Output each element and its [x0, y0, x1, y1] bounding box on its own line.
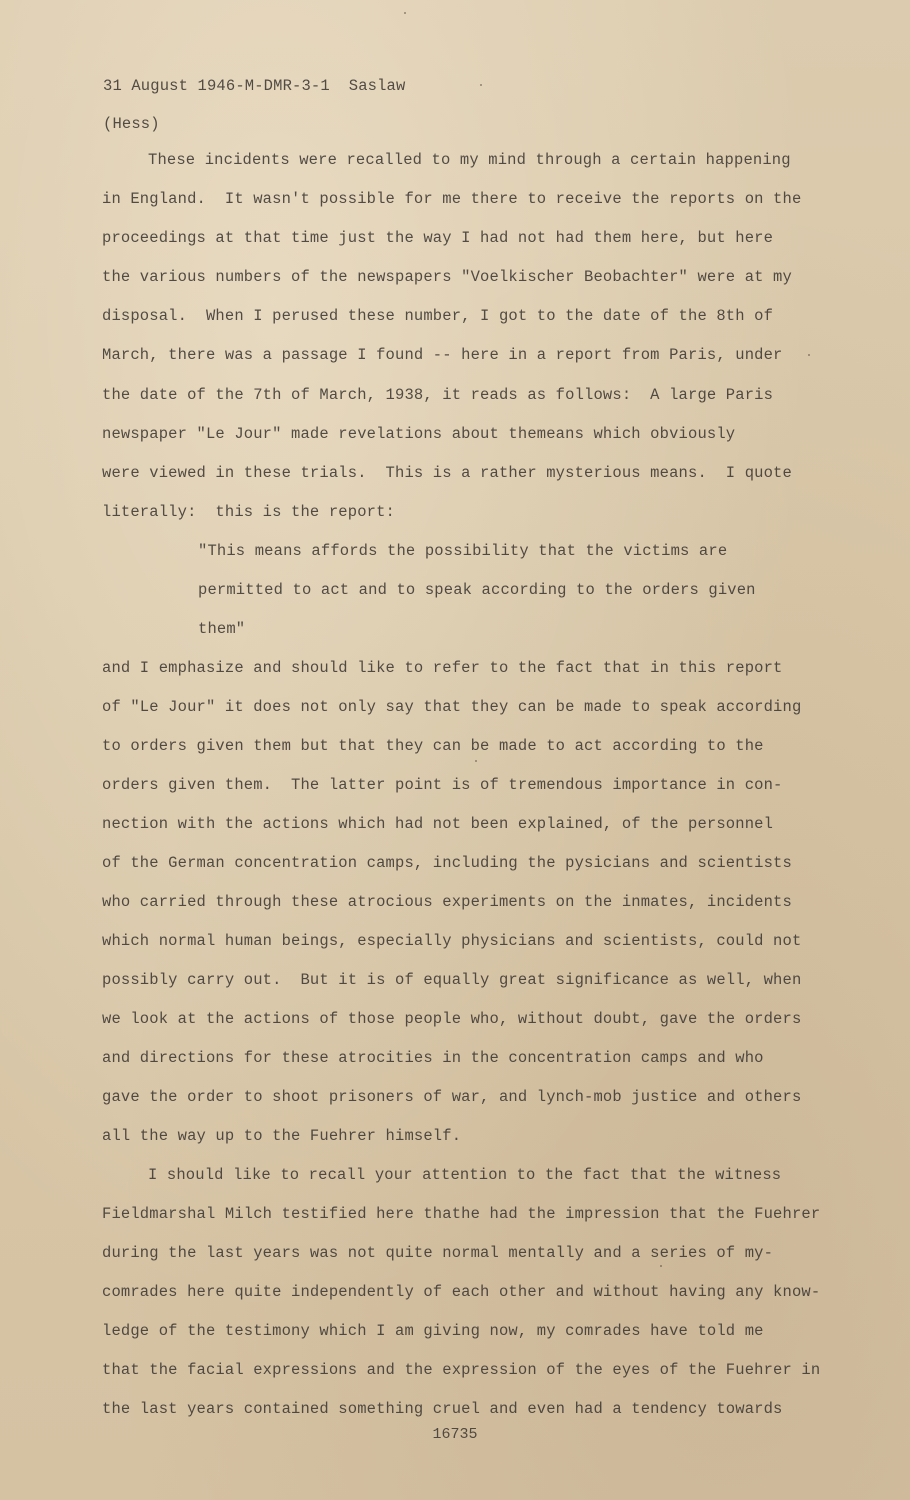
header-date-line: 31 August 1946-M-DMR-3-1 Saslaw — [103, 77, 406, 95]
paragraph-line: the date of the 7th of March, 1938, it reads as follows: A large Paris — [102, 386, 774, 404]
paper-speck — [404, 12, 406, 14]
paragraph-line: possibly carry out. But it is of equally great significance as well, when — [102, 971, 802, 989]
paragraph-line: orders given them. The latter point is of tremendous importance in con- — [102, 776, 783, 794]
paper-speck — [808, 354, 810, 356]
quote-line: them" — [198, 620, 246, 638]
paragraph-line: and directions for these atrocities in the concentration camps and who — [102, 1049, 764, 1067]
paragraph-line: ledge of the testimony which I am giving now, my comrades have told me — [102, 1322, 764, 1340]
paragraph-line: newspaper "Le Jour" made revelations about themeans which obviously — [102, 425, 736, 443]
quote-line: "This means affords the possibility that the victims are — [198, 542, 728, 560]
paragraph-line: the last years contained something cruel and even had a tendency towards — [102, 1400, 783, 1418]
paragraph-line: we look at the actions of those people who, without doubt, gave the orders — [102, 1010, 802, 1028]
paragraph-line: the various numbers of the newspapers "Voelkischer Beobachter" were at my — [102, 268, 792, 286]
paragraph-line: nection with the actions which had not been explained, of the personnel — [102, 815, 774, 833]
paper-speck — [480, 84, 482, 86]
paragraph-line: which normal human beings, especially physicians and scientists, could not — [102, 932, 802, 950]
paragraph-line: all the way up to the Fuehrer himself. — [102, 1127, 462, 1145]
paragraph-line: disposal. When I perused these number, I got to the date of the 8th of — [102, 307, 774, 325]
paragraph-line: comrades here quite independently of each other and without having any know- — [102, 1283, 821, 1301]
header-speaker: (Hess) — [103, 115, 160, 133]
paragraph-line: of the German concentration camps, including the pysicians and scientists — [102, 854, 792, 872]
paragraph-line: and I emphasize and should like to refer to the fact that in this report — [102, 659, 783, 677]
paragraph-line: These incidents were recalled to my mind through a certain happening — [148, 151, 791, 169]
paragraph-line: literally: this is the report: — [102, 503, 395, 521]
paper-speck — [475, 760, 477, 762]
quote-line: permitted to act and to speak according to the orders given — [198, 581, 756, 599]
page-number: 16735 — [432, 1426, 478, 1443]
paragraph-line: proceedings at that time just the way I had not had them here, but here — [102, 229, 774, 247]
paragraph-line: Fieldmarshal Milch testified here thathe had the impression that the Fuehrer — [102, 1205, 821, 1223]
paragraph-line: during the last years was not quite normal mentally and a series of my- — [102, 1244, 774, 1262]
paragraph-line: gave the order to shoot prisoners of war, and lynch-mob justice and others — [102, 1088, 802, 1106]
paragraph-line: were viewed in these trials. This is a rather mysterious means. I quote — [102, 464, 792, 482]
paragraph-line: of "Le Jour" it does not only say that they can be made to speak according — [102, 698, 802, 716]
paragraph-line: March, there was a passage I found -- here in a report from Paris, under — [102, 346, 783, 364]
paragraph-line: that the facial expressions and the expression of the eyes of the Fuehrer in — [102, 1361, 821, 1379]
paragraph-line: to orders given them but that they can be made to act according to the — [102, 737, 764, 755]
paragraph-line: in England. It wasn't possible for me there to receive the reports on the — [102, 190, 802, 208]
paragraph-line: who carried through these atrocious experiments on the inmates, incidents — [102, 893, 792, 911]
paper-speck — [660, 1265, 662, 1267]
paragraph-line: I should like to recall your attention to the fact that the witness — [148, 1166, 782, 1184]
